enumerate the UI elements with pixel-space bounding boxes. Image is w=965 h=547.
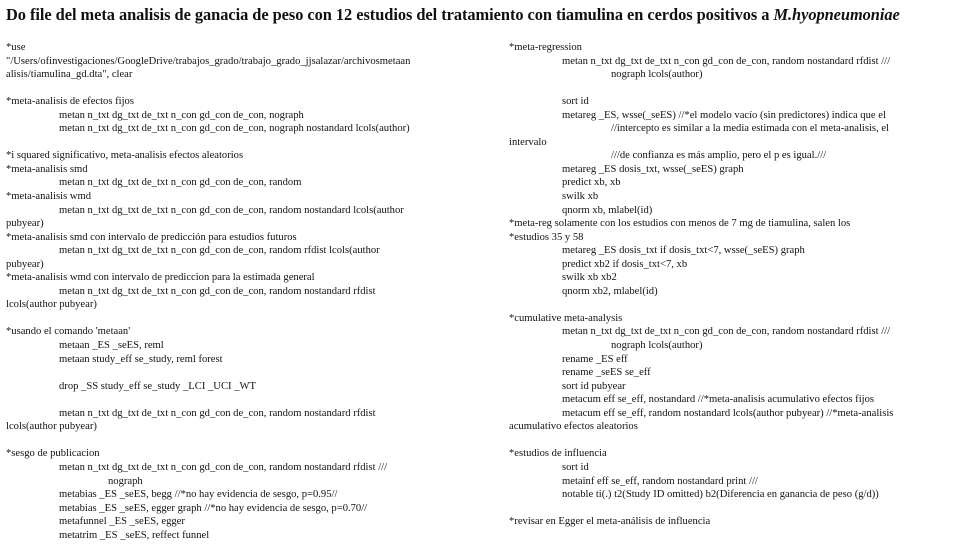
comment-line: *estudios de influencia: [509, 448, 607, 460]
code-line: predict xb, xb: [562, 177, 621, 189]
comment-line: *meta-analisis wmd: [6, 191, 92, 203]
code-line: intervalo: [509, 136, 547, 148]
code-line: metainf eff se_eff, random nostandard print ///: [562, 475, 758, 487]
code-line: metacum eff se_eff, random nostandard lcols(author pubyear) //*meta-analisis: [562, 407, 894, 419]
code-line: lcols(author pubyear): [6, 421, 97, 433]
comment-line: *meta-analisis smd: [6, 163, 88, 175]
code-line: swilk xb xb2: [562, 272, 617, 284]
code-line: metareg _ES, wsse(_seES) //*el modelo vacío (sin predictores) indica que el: [562, 109, 886, 121]
code-line: metan n_txt dg_txt de_txt n_con gd_con de_con, random nostandard rfdist ///: [59, 461, 388, 473]
blank-line: [6, 136, 474, 150]
comment-line: *i squared significativo, meta-analisis efectos aleatorios: [6, 150, 244, 162]
code-line: nograph lcols(author): [611, 69, 703, 81]
code-line: metaan _ES _seES, reml: [59, 340, 164, 352]
right-column: [509, 41, 957, 529]
code-line: drop _SS study_eff se_study _LCI _UCI _WT: [59, 380, 256, 392]
code-line: metan n_txt dg_txt de_txt n_con gd_con de_con, nograph nostandard lcols(author): [59, 123, 410, 135]
code-line: metan n_txt dg_txt de_txt n_con gd_con de_con, random nostandard rfdist ///: [562, 326, 891, 338]
comment-line: *meta-regression: [509, 42, 582, 53]
code-line: metan n_txt dg_txt de_txt n_con gd_con de_con, random nostandard rfdist: [59, 407, 376, 419]
code-line: acumulativo efectos aleatorios: [509, 421, 638, 433]
document-title: [6, 5, 961, 25]
comment-line: *meta-reg solamente con los estudios con menos de 7 mg de tiamulina, salen los: [509, 218, 851, 230]
code-line: predict xb2 if dosis_txt<7, xb: [562, 258, 688, 270]
code-line: metabias _ES _seES, egger graph //*no hay evidencia de sesgo, p=0.70//: [59, 502, 368, 514]
blank-line: [6, 434, 474, 448]
code-line: lcols(author pubyear): [6, 299, 97, 311]
comment-line: *meta-analisis smd con intervalo de predicción para estudios futuros: [6, 231, 297, 243]
blank-line: [509, 82, 957, 96]
code-line: metan n_txt dg_txt de_txt n_con gd_con de_con, nograph: [59, 109, 304, 121]
code-line: metareg _ES dosis_txt, wsse(_seES) graph: [562, 163, 744, 175]
blank-line: [6, 393, 474, 407]
code-line: nograph lcols(author): [611, 340, 703, 352]
code-line: qnorm xb, mlabel(id): [562, 204, 653, 216]
blank-line: [6, 312, 474, 326]
code-line: rename _ES eff: [562, 353, 628, 365]
code-line: notable ti(.) t2(Study ID omitted) b2(Diferencia en ganancia de peso (g/d)): [562, 489, 879, 501]
blank-line: [509, 502, 957, 516]
comment-line: *sesgo de publicacion: [6, 448, 100, 460]
blank-line: [6, 82, 474, 96]
code-line: sort id: [562, 461, 589, 473]
code-line: pubyear): [6, 258, 44, 270]
blank-line: [509, 298, 957, 312]
left-column: [6, 41, 474, 542]
code-line: qnorm xb2, mlabel(id): [562, 285, 658, 297]
comment-line: *meta-analisis wmd con intervalo de prediccion para la estimada general: [6, 272, 315, 284]
comment-line: *use: [6, 42, 26, 53]
comment-line: *estudios 35 y 58: [509, 231, 584, 243]
blank-line: [509, 434, 957, 448]
code-line: metaan study_eff se_study, reml forest: [59, 353, 223, 365]
code-line: swilk xb: [562, 191, 599, 203]
code-line: metan n_txt dg_txt de_txt n_con gd_con de_con, random nostandard rfdist ///: [562, 55, 891, 67]
code-line: alisis/tiamulina_gd.dta", clear: [6, 69, 133, 81]
code-line: metan n_txt dg_txt de_txt n_con gd_con de_con, random nostandard lcols(author: [59, 204, 404, 216]
title-text: Do file del meta analisis de ganacia de peso con 12 estudios del tratamiento con tiamulina en cerdos positivos a: [6, 5, 770, 24]
code-line: metatrim _ES _seES, reffect funnel: [59, 529, 210, 541]
code-line: sort id pubyear: [562, 380, 626, 392]
code-line: ///de confianza es más amplio, pero el p es igual.///: [611, 150, 827, 162]
code-line: pubyear): [6, 218, 44, 230]
comment-line: *meta-analisis de efectos fijos: [6, 96, 134, 108]
code-line: rename _seES se_eff: [562, 367, 651, 379]
code-line: "/Users/ofinvestigaciones/GoogleDrive/trabajos_grado/trabajo_grado_jjsalazar/archivosmetaan: [6, 55, 411, 67]
title-species: M.hyopneumoniae: [773, 5, 900, 24]
comment-line: *revisar en Egger el meta-análisis de influencia: [509, 516, 711, 528]
code-line: metareg _ES dosis_txt if dosis_txt<7, wsse(_seES) graph: [562, 245, 805, 257]
code-line: metan n_txt dg_txt de_txt n_con gd_con de_con, random rfdist lcols(author: [59, 245, 380, 257]
blank-line: [6, 366, 474, 380]
code-line: metabias _ES _seES, begg //*no hay evidencia de sesgo, p=0.95//: [59, 489, 338, 501]
code-line: sort id: [562, 96, 589, 108]
code-line: //intercepto es similar a la media estimada con el meta-analisis, el: [611, 123, 889, 135]
code-line: metafunnel _ES _seES, egger: [59, 516, 185, 528]
code-line: metacum eff se_eff, nostandard //*meta-analisis acumulativo efectos fijos: [562, 394, 875, 406]
code-line: metan n_txt dg_txt de_txt n_con gd_con de_con, random: [59, 177, 302, 189]
code-line: nograph: [108, 475, 143, 487]
comment-line: *usando el comando 'metaan': [6, 326, 131, 338]
comment-line: *cumulative meta-analysis: [509, 312, 623, 324]
code-line: metan n_txt dg_txt de_txt n_con gd_con de_con, random nostandard rfdist: [59, 285, 376, 297]
